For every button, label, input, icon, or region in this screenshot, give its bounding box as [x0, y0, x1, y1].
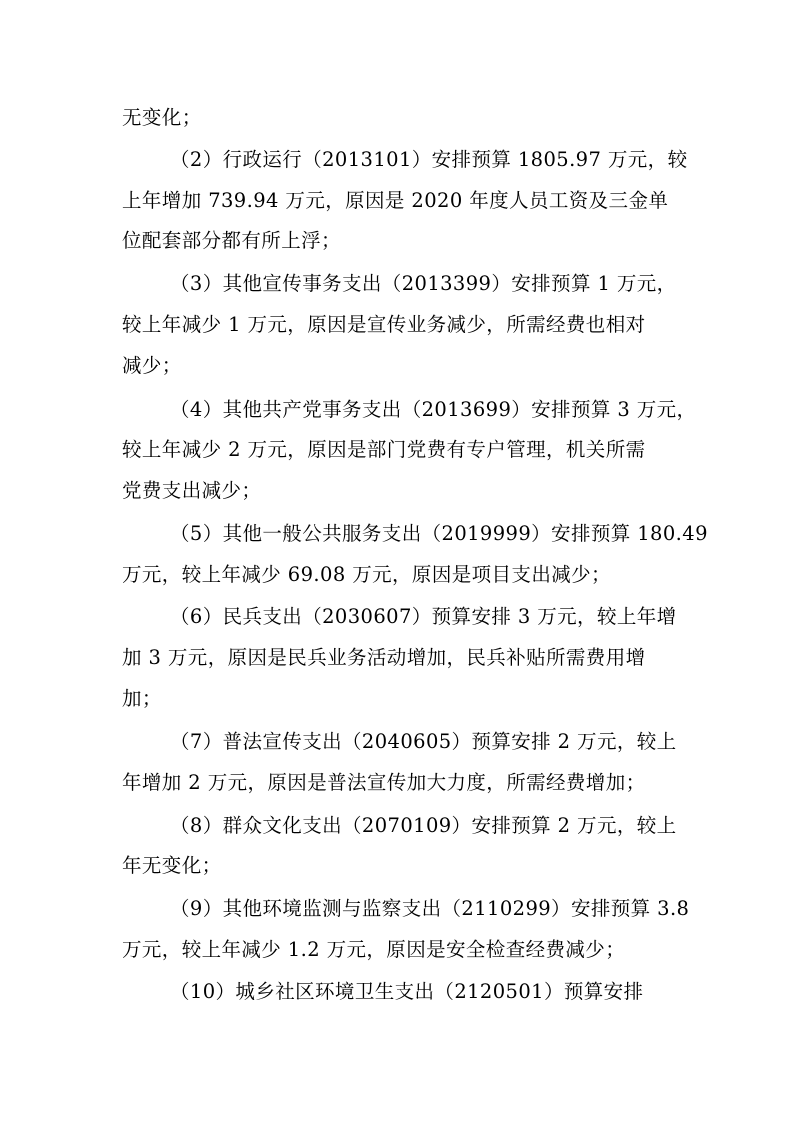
text-line: （2）行政运行（2013101）安排预算 1805.97 万元，较 — [170, 148, 688, 171]
text-line: （10）城乡社区环境卫生支出（2120501）预算安排 — [170, 980, 644, 1003]
text-line: 位配套部分都有所上浮； — [122, 229, 341, 252]
text-line: 万元，较上年减少 1.2 万元，原因是安全检查经费减少； — [122, 938, 626, 961]
text-line: 党费支出减少； — [122, 479, 262, 502]
text-line: 较上年减少 2 万元，原因是部门党费有专户管理，机关所需 — [122, 438, 646, 461]
text-line: （6）民兵支出（2030607）预算安排 3 万元，较上年增 — [170, 605, 677, 628]
text-line: （8）群众文化支出（2070109）安排预算 2 万元，较上 — [170, 814, 677, 837]
text-line: 减少； — [122, 354, 182, 377]
text-line: （3）其他宣传事务支出（2013399）安排预算 1 万元， — [170, 272, 677, 295]
text-line: 无变化； — [122, 106, 202, 129]
text-line: 万元，较上年减少 69.08 万元，原因是项目支出减少； — [122, 563, 611, 586]
text-line: 加； — [122, 687, 162, 710]
text-line: 加 3 万元，原因是民兵业务活动增加，民兵补贴所需费用增 — [122, 646, 646, 669]
text-line: （4）其他共产党事务支出（2013699）安排预算 3 万元， — [170, 398, 697, 421]
text-line: （9）其他环境监测与监察支出（2110299）安排预算 3.8 — [170, 897, 690, 920]
text-line: 上年增加 739.94 万元，原因是 2020 年度人员工资及三金单 — [122, 189, 669, 212]
text-line: （7）普法宣传支出（2040605）预算安排 2 万元，较上 — [170, 730, 677, 753]
text-line: 较上年减少 1 万元，原因是宣传业务减少，所需经费也相对 — [122, 313, 646, 336]
text-line: 年增加 2 万元，原因是普法宣传加大力度，所需经费增加； — [122, 771, 646, 794]
text-line: 年无变化； — [122, 854, 222, 877]
text-line: （5）其他一般公共服务支出（2019999）安排预算 180.49 — [170, 522, 708, 545]
